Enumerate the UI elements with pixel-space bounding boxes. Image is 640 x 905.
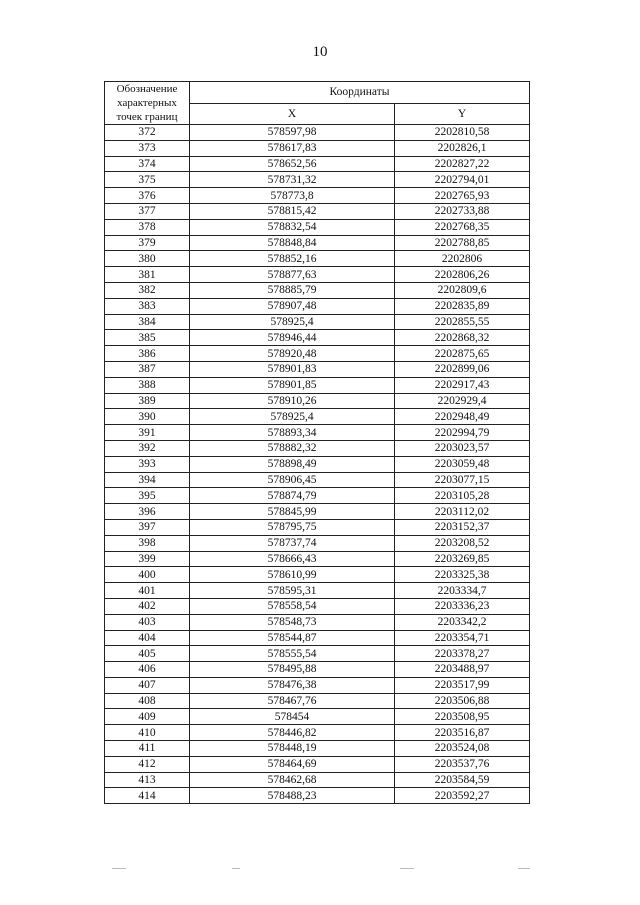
x-cell: 578617,83 [190, 140, 395, 156]
table-row [105, 519, 530, 535]
point-id-cell: 382 [105, 282, 190, 298]
x-cell: 578558,54 [190, 598, 395, 614]
table-body [105, 125, 530, 804]
y-cell: 2203378,27 [395, 646, 530, 662]
table-row [105, 235, 530, 251]
y-cell: 2203077,15 [395, 472, 530, 488]
point-id-cell: 397 [105, 519, 190, 535]
table-row [105, 409, 530, 425]
table-row [105, 472, 530, 488]
point-id-cell: 375 [105, 172, 190, 188]
table-row [105, 346, 530, 362]
x-cell: 578946,44 [190, 330, 395, 346]
x-cell: 578845,99 [190, 504, 395, 520]
y-cell: 2203592,27 [395, 788, 530, 804]
point-id-cell: 383 [105, 298, 190, 314]
point-id-cell: 395 [105, 488, 190, 504]
y-cell: 2203508,95 [395, 709, 530, 725]
point-id-cell: 405 [105, 646, 190, 662]
point-id-cell: 398 [105, 535, 190, 551]
y-cell: 2202733,88 [395, 203, 530, 219]
x-cell: 578595,31 [190, 583, 395, 599]
point-id-cell: 399 [105, 551, 190, 567]
point-id-cell: 377 [105, 203, 190, 219]
table-row [105, 440, 530, 456]
point-id-cell: 379 [105, 235, 190, 251]
point-id-cell: 411 [105, 741, 190, 757]
x-cell: 578544,87 [190, 630, 395, 646]
table-row [105, 677, 530, 693]
y-cell: 2202809,6 [395, 282, 530, 298]
point-id-cell: 394 [105, 472, 190, 488]
table-row [105, 756, 530, 772]
y-cell: 2203488,97 [395, 662, 530, 678]
x-cell: 578446,82 [190, 725, 395, 741]
y-cell: 2203336,23 [395, 598, 530, 614]
x-cell: 578454 [190, 709, 395, 725]
point-id-cell: 388 [105, 377, 190, 393]
point-id-cell: 392 [105, 440, 190, 456]
y-cell: 2203269,85 [395, 551, 530, 567]
y-cell: 2202868,32 [395, 330, 530, 346]
x-cell: 578877,63 [190, 267, 395, 283]
table-row [105, 140, 530, 156]
point-id-cell: 380 [105, 251, 190, 267]
y-cell: 2202855,55 [395, 314, 530, 330]
point-id-cell: 384 [105, 314, 190, 330]
x-cell: 578893,34 [190, 425, 395, 441]
x-cell: 578464,69 [190, 756, 395, 772]
table-row [105, 614, 530, 630]
table-row [105, 504, 530, 520]
table-row [105, 377, 530, 393]
x-cell: 578920,48 [190, 346, 395, 362]
y-cell: 2202810,58 [395, 125, 530, 141]
x-cell: 578907,48 [190, 298, 395, 314]
x-cell: 578666,43 [190, 551, 395, 567]
table-row [105, 630, 530, 646]
y-cell: 2202765,93 [395, 188, 530, 204]
y-cell: 2203208,52 [395, 535, 530, 551]
x-cell: 578448,19 [190, 741, 395, 757]
x-cell: 578488,23 [190, 788, 395, 804]
x-cell: 578906,45 [190, 472, 395, 488]
table-row [105, 709, 530, 725]
table-row [105, 282, 530, 298]
point-id-cell: 401 [105, 583, 190, 599]
x-cell: 578548,73 [190, 614, 395, 630]
point-id-cell: 412 [105, 756, 190, 772]
y-cell: 2203354,71 [395, 630, 530, 646]
page-number: 10 [312, 44, 328, 60]
point-id-cell: 404 [105, 630, 190, 646]
point-id-cell: 400 [105, 567, 190, 583]
x-cell: 578610,99 [190, 567, 395, 583]
y-cell: 2202917,43 [395, 377, 530, 393]
table-row [105, 188, 530, 204]
header-y: Y [395, 103, 530, 125]
point-id-cell: 396 [105, 504, 190, 520]
table-row [105, 583, 530, 599]
table-row [105, 267, 530, 283]
y-cell: 2203506,88 [395, 693, 530, 709]
point-id-cell: 376 [105, 188, 190, 204]
table-row [105, 125, 530, 141]
y-cell: 2203517,99 [395, 677, 530, 693]
point-id-cell: 393 [105, 456, 190, 472]
x-cell: 578462,68 [190, 772, 395, 788]
table-row [105, 156, 530, 172]
y-cell: 2202948,49 [395, 409, 530, 425]
header-coordinates: Координаты [190, 82, 530, 104]
x-cell: 578925,4 [190, 409, 395, 425]
y-cell: 2202994,79 [395, 425, 530, 441]
y-cell: 2203342,2 [395, 614, 530, 630]
point-id-cell: 385 [105, 330, 190, 346]
point-id-cell: 381 [105, 267, 190, 283]
y-cell: 2202929,4 [395, 393, 530, 409]
table-row [105, 219, 530, 235]
x-cell: 578898,49 [190, 456, 395, 472]
x-cell: 578467,76 [190, 693, 395, 709]
table-row [105, 488, 530, 504]
y-cell: 2203516,87 [395, 725, 530, 741]
y-cell: 2202826,1 [395, 140, 530, 156]
y-cell: 2202788,85 [395, 235, 530, 251]
table-row [105, 298, 530, 314]
table-row [105, 567, 530, 583]
table-row [105, 456, 530, 472]
x-cell: 578901,85 [190, 377, 395, 393]
table-row [105, 251, 530, 267]
x-cell: 578832,54 [190, 219, 395, 235]
table-row [105, 425, 530, 441]
point-id-cell: 391 [105, 425, 190, 441]
y-cell: 2203059,48 [395, 456, 530, 472]
point-id-cell: 402 [105, 598, 190, 614]
x-cell: 578910,26 [190, 393, 395, 409]
x-cell: 578737,74 [190, 535, 395, 551]
point-id-cell: 378 [105, 219, 190, 235]
point-id-cell: 387 [105, 361, 190, 377]
x-cell: 578495,88 [190, 662, 395, 678]
y-cell: 2202806,26 [395, 267, 530, 283]
table-row [105, 393, 530, 409]
y-cell: 2202768,35 [395, 219, 530, 235]
y-cell: 2202835,89 [395, 298, 530, 314]
table-row [105, 693, 530, 709]
y-cell: 2203023,57 [395, 440, 530, 456]
y-cell: 2202875,65 [395, 346, 530, 362]
x-cell: 578476,38 [190, 677, 395, 693]
table-row [105, 535, 530, 551]
table-row [105, 598, 530, 614]
point-id-cell: 407 [105, 677, 190, 693]
y-cell: 2202806 [395, 251, 530, 267]
point-id-cell: 373 [105, 140, 190, 156]
y-cell: 2203334,7 [395, 583, 530, 599]
x-cell: 578848,84 [190, 235, 395, 251]
point-id-cell: 410 [105, 725, 190, 741]
x-cell: 578852,16 [190, 251, 395, 267]
table-row [105, 662, 530, 678]
y-cell: 2203112,02 [395, 504, 530, 520]
point-id-cell: 409 [105, 709, 190, 725]
table-row [105, 646, 530, 662]
x-cell: 578795,75 [190, 519, 395, 535]
y-cell: 2203584,59 [395, 772, 530, 788]
header-x: X [190, 103, 395, 125]
table-row [105, 772, 530, 788]
table-row [105, 203, 530, 219]
x-cell: 578555,54 [190, 646, 395, 662]
point-id-cell: 408 [105, 693, 190, 709]
x-cell: 578874,79 [190, 488, 395, 504]
scan-artifacts [0, 866, 640, 872]
table-row [105, 361, 530, 377]
table-row [105, 788, 530, 804]
point-id-cell: 390 [105, 409, 190, 425]
table-row [105, 330, 530, 346]
point-id-cell: 406 [105, 662, 190, 678]
point-id-cell: 374 [105, 156, 190, 172]
y-cell: 2202794,01 [395, 172, 530, 188]
coordinates-table [104, 81, 530, 804]
header-designation: Обозначение характерных точек границ [105, 82, 190, 125]
point-id-cell: 389 [105, 393, 190, 409]
x-cell: 578731,32 [190, 172, 395, 188]
x-cell: 578925,4 [190, 314, 395, 330]
y-cell: 2202899,06 [395, 361, 530, 377]
y-cell: 2203537,76 [395, 756, 530, 772]
y-cell: 2202827,22 [395, 156, 530, 172]
y-cell: 2203524,08 [395, 741, 530, 757]
x-cell: 578773,8 [190, 188, 395, 204]
x-cell: 578885,79 [190, 282, 395, 298]
y-cell: 2203152,37 [395, 519, 530, 535]
point-id-cell: 386 [105, 346, 190, 362]
table-row [105, 741, 530, 757]
x-cell: 578901,83 [190, 361, 395, 377]
point-id-cell: 372 [105, 125, 190, 141]
x-cell: 578597,98 [190, 125, 395, 141]
point-id-cell: 414 [105, 788, 190, 804]
x-cell: 578882,32 [190, 440, 395, 456]
point-id-cell: 403 [105, 614, 190, 630]
table-row [105, 725, 530, 741]
x-cell: 578815,42 [190, 203, 395, 219]
point-id-cell: 413 [105, 772, 190, 788]
table-row [105, 314, 530, 330]
table-row [105, 551, 530, 567]
y-cell: 2203325,38 [395, 567, 530, 583]
table-row [105, 172, 530, 188]
y-cell: 2203105,28 [395, 488, 530, 504]
x-cell: 578652,56 [190, 156, 395, 172]
